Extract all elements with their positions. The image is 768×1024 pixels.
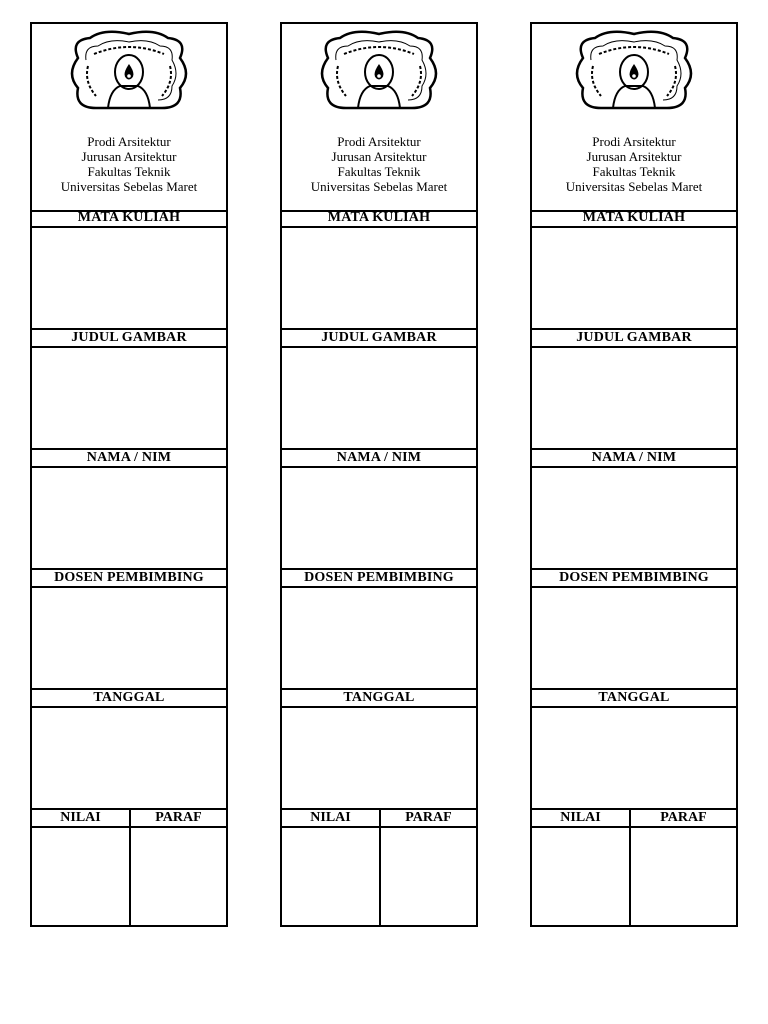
paraf-column[interactable] xyxy=(381,810,476,925)
institution-line: Jurusan Arsitektur xyxy=(81,149,177,164)
field-label-nama-nim: NAMA / NIM xyxy=(282,450,476,468)
nilai-column[interactable] xyxy=(532,810,631,925)
paraf-label: PARAF xyxy=(631,810,736,828)
field-box-tanggal[interactable] xyxy=(32,708,226,810)
field-label-tanggal: TANGGAL xyxy=(32,690,226,708)
field-box-mata-kuliah[interactable] xyxy=(282,228,476,330)
field-box-nama-nim[interactable] xyxy=(282,468,476,570)
institution-line: Fakultas Teknik xyxy=(337,164,421,179)
grade-section xyxy=(282,810,476,925)
institution-line: Fakultas Teknik xyxy=(87,164,171,179)
field-label-dosen-pembimbing: DOSEN PEMBIMBING xyxy=(532,570,736,588)
nilai-label: NILAI xyxy=(282,810,379,828)
field-box-judul-gambar[interactable] xyxy=(532,348,736,450)
field-box-nama-nim[interactable] xyxy=(532,468,736,570)
institution-line: Fakultas Teknik xyxy=(592,164,676,179)
field-label-tanggal: TANGGAL xyxy=(282,690,476,708)
paraf-label: PARAF xyxy=(381,810,476,828)
institution-line: Universitas Sebelas Maret xyxy=(310,179,448,194)
institution-line: Prodi Arsitektur xyxy=(87,134,171,149)
field-label-judul-gambar: JUDUL GAMBAR xyxy=(532,330,736,348)
field-label-mata-kuliah: MATA KULIAH xyxy=(282,210,476,228)
paraf-label: PARAF xyxy=(131,810,226,828)
university-logo-icon xyxy=(569,30,699,116)
field-label-tanggal: TANGGAL xyxy=(532,690,736,708)
field-box-dosen-pembimbing[interactable] xyxy=(532,588,736,690)
field-box-mata-kuliah[interactable] xyxy=(532,228,736,330)
paraf-column[interactable] xyxy=(131,810,226,925)
field-label-nama-nim: NAMA / NIM xyxy=(32,450,226,468)
grade-section xyxy=(32,810,226,925)
institution-line: Prodi Arsitektur xyxy=(592,134,676,149)
field-label-mata-kuliah: MATA KULIAH xyxy=(32,210,226,228)
field-label-mata-kuliah: MATA KULIAH xyxy=(532,210,736,228)
field-box-judul-gambar[interactable] xyxy=(282,348,476,450)
card-header xyxy=(532,24,736,212)
university-logo-icon xyxy=(64,30,194,116)
institution-line: Prodi Arsitektur xyxy=(337,134,421,149)
label-card-2 xyxy=(280,22,478,927)
field-box-dosen-pembimbing[interactable] xyxy=(32,588,226,690)
field-label-dosen-pembimbing: DOSEN PEMBIMBING xyxy=(282,570,476,588)
nilai-column[interactable] xyxy=(282,810,381,925)
institution-line: Universitas Sebelas Maret xyxy=(60,179,198,194)
nilai-label: NILAI xyxy=(32,810,129,828)
grade-section xyxy=(532,810,736,925)
field-label-judul-gambar: JUDUL GAMBAR xyxy=(282,330,476,348)
institution-line: Jurusan Arsitektur xyxy=(331,149,427,164)
card-header xyxy=(282,24,476,212)
field-box-mata-kuliah[interactable] xyxy=(32,228,226,330)
label-card-3 xyxy=(530,22,738,927)
field-label-judul-gambar: JUDUL GAMBAR xyxy=(32,330,226,348)
field-label-nama-nim: NAMA / NIM xyxy=(532,450,736,468)
paraf-column[interactable] xyxy=(631,810,736,925)
label-card-1 xyxy=(30,22,228,927)
university-logo-icon xyxy=(314,30,444,116)
field-box-nama-nim[interactable] xyxy=(32,468,226,570)
nilai-label: NILAI xyxy=(532,810,629,828)
nilai-column[interactable] xyxy=(32,810,131,925)
institution-line: Jurusan Arsitektur xyxy=(586,149,682,164)
field-box-judul-gambar[interactable] xyxy=(32,348,226,450)
field-label-dosen-pembimbing: DOSEN PEMBIMBING xyxy=(32,570,226,588)
institution-line: Universitas Sebelas Maret xyxy=(565,179,703,194)
field-box-dosen-pembimbing[interactable] xyxy=(282,588,476,690)
card-header xyxy=(32,24,226,212)
field-box-tanggal[interactable] xyxy=(282,708,476,810)
field-box-tanggal[interactable] xyxy=(532,708,736,810)
